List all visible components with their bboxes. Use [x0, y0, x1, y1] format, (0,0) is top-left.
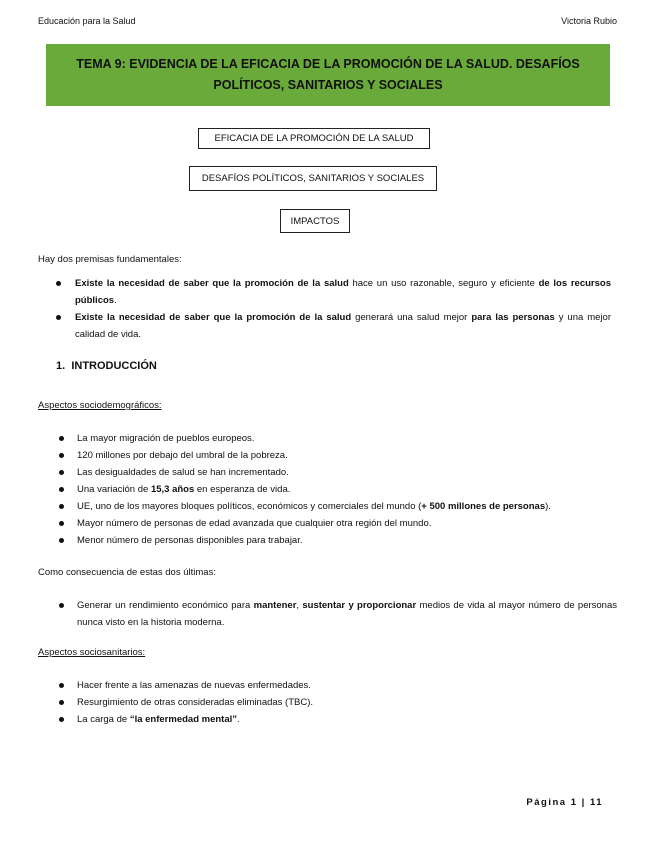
- list-item: La mayor migración de pueblos europeos.: [77, 430, 611, 447]
- header-right: Victoria Rubio: [561, 16, 617, 26]
- box-desafios: DESAFÍOS POLÍTICOS, SANITARIOS Y SOCIALES: [189, 166, 437, 191]
- page-number: 1: [570, 797, 578, 808]
- sociosanitary-heading: Aspectos sociosanitarios:: [38, 647, 146, 658]
- page-footer: [526, 797, 603, 808]
- title-banner: [46, 44, 610, 106]
- bullet-icon: [59, 453, 64, 458]
- consequence-intro: Como consecuencia de estas dos últimas:: [38, 567, 216, 578]
- bullet-icon: [59, 538, 64, 543]
- list-item: Generar un rendimiento económico para mantener, sustentar y proporcionar medios de vida al mayor número de personas nunca visto en la historia moderna.: [77, 597, 617, 631]
- sociodemographic-list: [77, 430, 611, 549]
- page-label: Página: [526, 797, 567, 808]
- box-impactos: IMPACTOS: [280, 209, 350, 233]
- bullet-icon: [56, 315, 61, 320]
- bullet-icon: [59, 603, 64, 608]
- page-title: TEMA 9: EVIDENCIA DE LA EFICACIA DE LA PROMOCIÓN DE LA SALUD. DESAFÍOS POLÍTICOS, SANITARIOS Y SOCIALES: [76, 57, 580, 92]
- sociodemographic-heading: Aspectos sociodemográficos:: [38, 400, 162, 411]
- bullet-icon: [59, 683, 64, 688]
- bullet-icon: [59, 470, 64, 475]
- list-item: Una variación de 15,3 años en esperanza de vida.: [77, 481, 611, 498]
- page-total: 11: [589, 797, 603, 808]
- list-item: Existe la necesidad de saber que la promoción de la salud generará una salud mejor para las personas y una mejor calidad de vida.: [75, 309, 611, 343]
- list-item: Las desigualdades de salud se han incrementado.: [77, 464, 611, 481]
- premises-list: [75, 275, 611, 343]
- list-item: Menor número de personas disponibles para trabajar.: [77, 532, 611, 549]
- bullet-icon: [59, 487, 64, 492]
- bullet-icon: [59, 700, 64, 705]
- page-separator: |: [581, 797, 586, 808]
- bullet-icon: [59, 521, 64, 526]
- bullet-icon: [59, 436, 64, 441]
- list-item: Mayor número de personas de edad avanzada que cualquier otra región del mundo.: [77, 515, 611, 532]
- sociosanitary-list: [77, 677, 611, 728]
- bullet-icon: [59, 504, 64, 509]
- list-item: La carga de “la enfermedad mental”.: [77, 711, 611, 728]
- bullet-icon: [56, 281, 61, 286]
- list-item: UE, uno de los mayores bloques políticos, económicos y comerciales del mundo (+ 500 millones de personas).: [77, 498, 611, 515]
- box-eficacia: EFICACIA DE LA PROMOCIÓN DE LA SALUD: [198, 128, 430, 149]
- header-left: Educación para la Salud: [38, 16, 136, 26]
- list-item: Resurgimiento de otras consideradas eliminadas (TBC).: [77, 694, 611, 711]
- bullet-icon: [59, 717, 64, 722]
- list-item: Existe la necesidad de saber que la promoción de la salud hace un uso razonable, seguro y eficiente de los recursos públicos.: [75, 275, 611, 309]
- premises-intro: Hay dos premisas fundamentales:: [38, 254, 182, 265]
- consequence-list: [77, 597, 617, 631]
- list-item: Hacer frente a las amenazas de nuevas enfermedades.: [77, 677, 611, 694]
- list-item: 120 millones por debajo del umbral de la pobreza.: [77, 447, 611, 464]
- section-heading: 1. INTRODUCCIÓN: [56, 360, 157, 372]
